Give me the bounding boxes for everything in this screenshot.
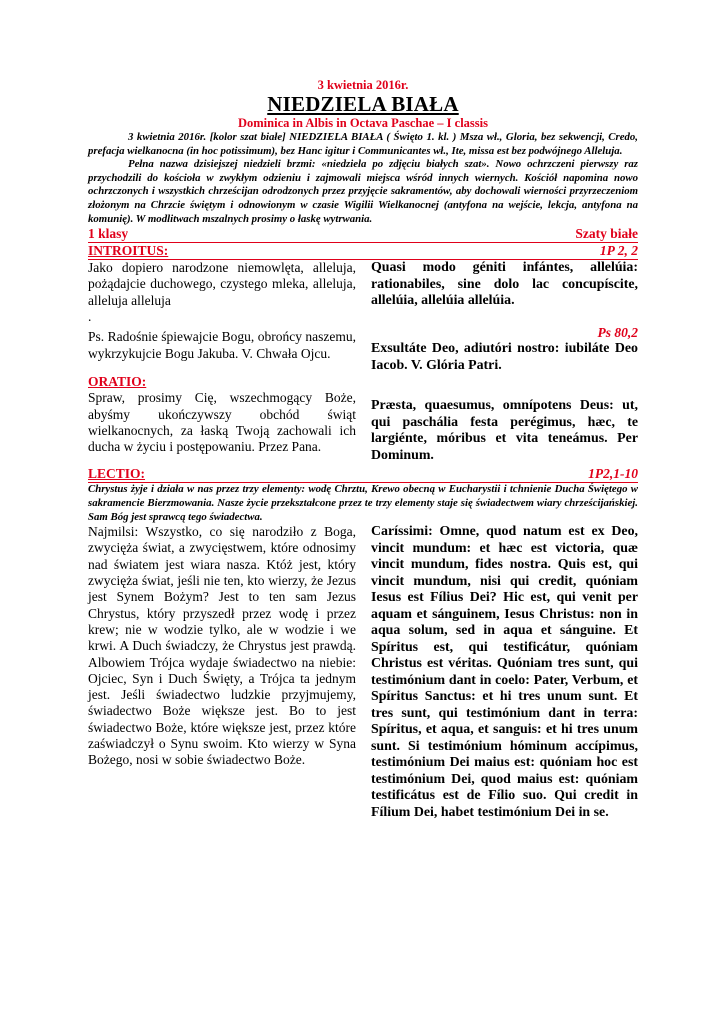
oratio-polish [88,390,356,464]
introitus-polish-dot: . [88,309,92,325]
vestment-color-label: Szaty białe [575,226,638,242]
lectio-row [88,524,638,821]
introitus-label: INTROITUS: [88,243,169,259]
intro-paragraph: 3 kwietnia 2016r. [kolor szat białe] NIEDZIELA BIAŁA ( Święto 1. kl. ) Msza wł., Gloria, bez sekwencji, Credo, prefacja wielkanocna (in hoc potissimum), bez Hanc igitur i Communicantes wł., Ite, missa est bez podwójnego Alleluja. [88,131,638,157]
oratio-latin [371,390,638,464]
introitus-latin [371,260,638,325]
lectio-header [88,466,638,483]
introitus-reference: 1P 2, 2 [599,243,638,259]
class-label: 1 klasy [88,226,129,242]
oratio-polish-text: Spraw, prosimy Cię, wszechmogący Boże, abyśmy ukończywszy obchód świąt wielkanocnych, za łaską Twoją zachowali ich ducha w życiu i postępowaniu. Przez Pana. [88,390,356,455]
header-date: 3 kwietnia 2016r. [317,78,409,92]
psalm-latin-text: Exsultáte Deo, adiutóri nostro: iubiláte Deo Iacob. V. Glória Patri. [371,341,638,373]
oratio-label: ORATIO: [88,374,147,390]
oratio-latin-text: Præsta, quaesumus, omnípotens Deus: ut, qui paschália festa perégimus, hæc, te largiénte, móribus et vita teneámus. Per Dominum. [371,398,638,463]
introitus-polish-antiphon: Jako dopiero narodzone niemowlęta, alleluja, pożądajcie duchowego, czystego mleka, alleluja, alleluja alleluja [88,260,356,308]
lectio-latin-text: Caríssimi: Omne, quod natum est ex Deo, vincit mundum: et hæc est victoria, quæ vincit mundum, fides nostra. Quis est, qui vincit mundum, nisi qui credit, quóniam Iesus est Fílius Dei? Hic est, qui venit per aquam et sánguinem, Iesus Christus: non in aqua solum, sed in aqua et sánguine. Et Spíritus est, qui testificátur, quóniam Christus est véritas. Quóniam tres sunt, qui testimónium dant in coelo: Pater, Verbum, et Spíritus Sanctus: et hi tres unum sunt. Et tres sunt, qui testimónium dant in terra: Spíritus, et aqua, et sanguis: et hi tres unum sunt. Si testimónium hóminum accípimus, testimónium Dei maius est: quóniam hoc est testimónium Dei, quod maius est: quóniam testificátus est de Fílio suo. Qui credit in Fílium Dei, habet testimónium Dei in se. [371,524,638,820]
lectio-reference: 1P2,1-10 [588,466,638,482]
document-content [88,78,638,821]
psalm-polish-text: Ps. Radośnie śpiewajcie Bogu, obrońcy naszemu, wykrzykujcie Bogu Jakuba. V. Chwała Ojcu. [88,329,356,361]
lectio-latin [371,524,638,821]
introitus-row [88,260,638,325]
psalm-reference: Ps 80,2 [597,325,638,341]
introitus-header [88,243,638,260]
lectio-polish [88,524,356,821]
introitus-latin-psalm [371,325,638,374]
class-bar [88,226,638,243]
intro-block [88,131,638,226]
lectio-label: LECTIO: [88,466,146,482]
introitus-polish [88,260,356,325]
page-title: NIEDZIELA BIAŁA [267,92,459,116]
introitus-latin-antiphon: Quasi modo géniti infántes, allelúia: rationabiles, sine dolo lac concupíscite, allelúia, allelúia allelúia. [371,260,638,309]
introitus-polish-psalm [88,325,356,374]
oratio-row [88,390,638,464]
page-subtitle: Dominica in Albis in Octava Paschae – I classis [237,116,489,130]
lectio-commentary: Chrystus żyje i działa w nas przez trzy elementy: wodę Chrztu, Krewo obecną w Eucharystii i tchnienie Ducha Świętego w sakramencie Bierzmowania. Nasze życie przekształcone przez te trzy elementy staje się świadectwem wiary chrześcijańskiej. Sam Bóg jest sprawcą tego świadectwa. [88,483,638,523]
lectio-polish-text: Najmilsi: Wszystko, co się narodziło z Boga, zwycięża świat, a zwycięstwem, które odnosimy nad światem jest wiara nasza. Któż jest, który zwycięża świat, jeśli nie ten, kto wierzy, że Jezus jest Synem Bożym? Jest to ten sam Jezus Chrystus, który przyszedł przez wodę i przez krew; nie w wodzie tylko, ale w wodzie i we krwi. A Duch świadczy, że Chrystus jest prawdą. Albowiem Trójca wydaje świadectwo na niebie: Ojciec, Syn i Duch Święty, a Trójca ta jednym jest. Jeśli świadectwo ludzkie przyjmujemy, świadectwo Boże większe jest. Bo to jest świadectwo Boże, które większe jest, przez które zaświadczył o Synu swoim. Kto wierzy w Syna Bożego, nosi w sobie świadectwo Boże. [88,524,356,768]
introitus-psalm-row [88,325,638,374]
intro-paragraph: Pełna nazwa dzisiejszej niedzieli brzmi: «niedziela po zdjęciu białych szat». Nowo ochrzczeni pierwszy raz przychodzili do kościoła w zwykłym odzieniu i zajmowali miejsca wśród innych wiernych. Kościół napomina nowo ochrzczonych i wszystkich chrześcijan odrodzonych przez przyjęcie sakramentów, aby dochowali wierności przyrzeczeniom złożonym na Chrzcie świętym i odnowionym w czasie Wigilii Wielkanocnej (antyfona na wejście, lekcja, antyfona na komunię). W modlitwach mszalnych prosimy o łaskę wytrwania. [88,158,638,225]
